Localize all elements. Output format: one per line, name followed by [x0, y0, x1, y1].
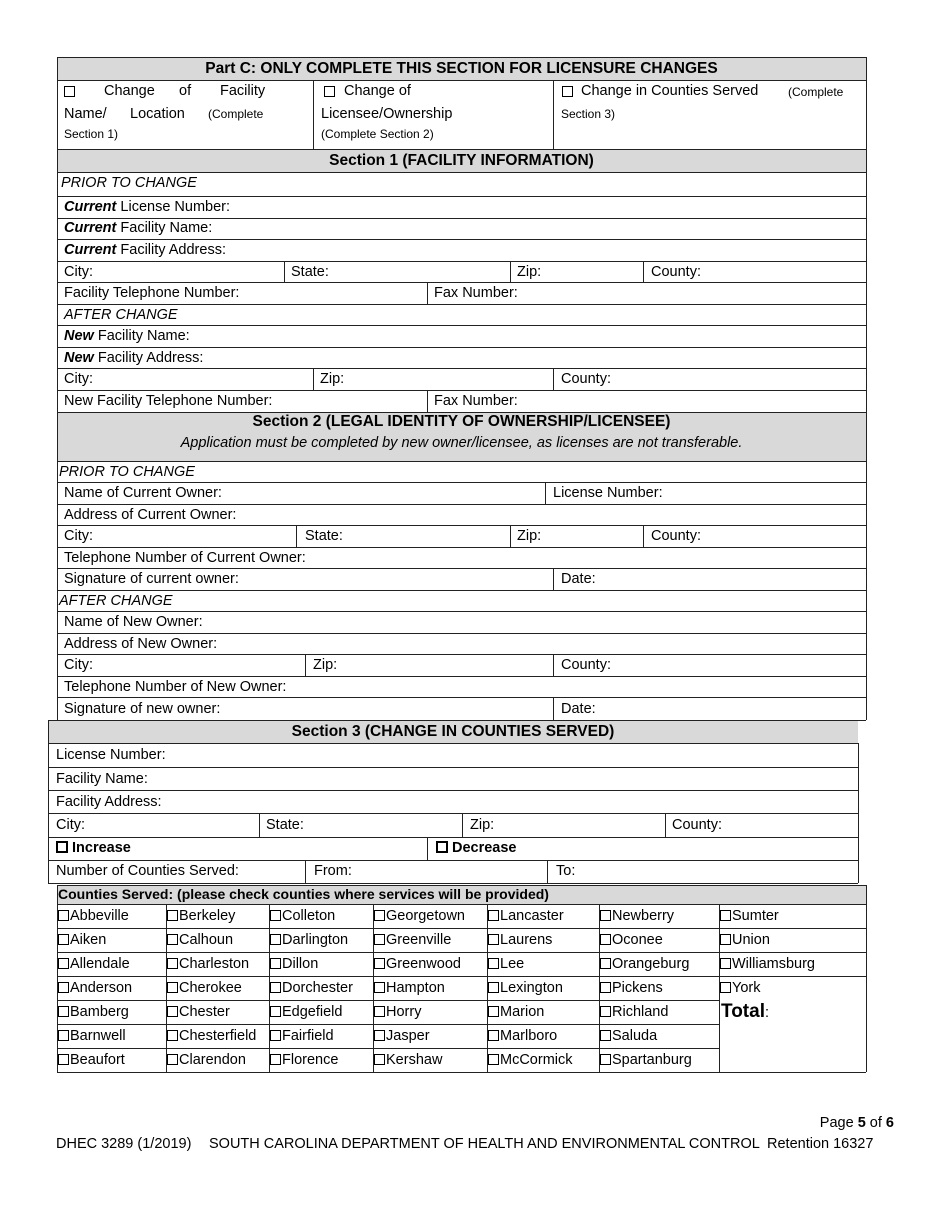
county-field[interactable]: County:: [651, 264, 701, 280]
county-checkbox[interactable]: [270, 1052, 338, 1069]
option1-label-word: Location: [130, 106, 185, 122]
county-checkbox[interactable]: [488, 1028, 557, 1045]
county-label: Marion: [500, 1004, 545, 1020]
county-label: Lexington: [500, 980, 563, 996]
s3-city-field[interactable]: City:: [56, 817, 85, 833]
checkbox-icon: [600, 1030, 611, 1041]
county-checkbox[interactable]: [270, 980, 353, 997]
county-label: Chesterfield: [179, 1028, 257, 1044]
option2-label: Licensee/Ownership: [321, 106, 453, 122]
county-checkbox[interactable]: [374, 932, 451, 949]
county-checkbox[interactable]: [167, 956, 249, 973]
checkbox-icon: [58, 1006, 69, 1017]
checkbox-icon: [58, 1030, 69, 1041]
county-checkbox[interactable]: [374, 1004, 421, 1021]
checkbox-icon: [324, 86, 335, 97]
part-c-title: Part C: ONLY COMPLETE THIS SECTION FOR LICENSURE CHANGES: [205, 60, 718, 77]
change-licensee-checkbox[interactable]: [324, 84, 336, 101]
section2-title: Section 2 (LEGAL IDENTITY OF OWNERSHIP/LICENSEE): [252, 413, 671, 430]
county-checkbox[interactable]: [488, 956, 524, 973]
checkbox-icon: [374, 910, 385, 921]
county-checkbox[interactable]: [270, 956, 318, 973]
checkbox-icon: [167, 910, 178, 921]
s3-zip-field[interactable]: Zip:: [470, 817, 495, 833]
checkbox-icon: [58, 1054, 69, 1065]
county-label: Pickens: [612, 980, 663, 996]
county-label: Lee: [500, 956, 525, 972]
page-number: Page 5 of 6: [819, 1115, 894, 1131]
checkbox-icon: [270, 910, 281, 921]
new-owner-county-field[interactable]: County:: [561, 657, 611, 673]
option1-label-word: Facility: [220, 83, 266, 99]
s3-license-number-field[interactable]: License Number:: [56, 747, 166, 763]
county-label: Newberry: [612, 908, 675, 924]
checkbox-icon: [600, 1054, 611, 1065]
checkbox-icon: [58, 958, 69, 969]
counties-to-field[interactable]: To:: [556, 863, 576, 879]
new-fax-number-field[interactable]: Fax Number:: [434, 393, 518, 409]
county-label: Darlington: [282, 932, 349, 948]
checkbox-icon: [374, 1006, 385, 1017]
county-label: Horry: [386, 1004, 422, 1020]
current-facility-address-field[interactable]: Current Facility Address:: [64, 242, 226, 258]
license-number-field[interactable]: License Number:: [553, 485, 663, 501]
checkbox-icon: [720, 958, 731, 969]
county-checkbox[interactable]: [488, 980, 563, 997]
county-label: Greenville: [386, 932, 452, 948]
county-checkbox[interactable]: [600, 956, 689, 973]
s3-facility-address-field[interactable]: Facility Address:: [56, 794, 162, 810]
county-label: Colleton: [282, 908, 336, 924]
county-checkbox[interactable]: [58, 1052, 125, 1069]
county-label: Berkeley: [179, 908, 236, 924]
checkbox-icon: [488, 1006, 499, 1017]
checkbox-icon: [488, 934, 499, 945]
county-checkbox[interactable]: [600, 1004, 668, 1021]
county-label: Florence: [282, 1052, 339, 1068]
county-checkbox[interactable]: [167, 908, 235, 925]
county-checkbox[interactable]: [374, 1052, 442, 1069]
county-label: Beaufort: [70, 1052, 125, 1068]
county-checkbox[interactable]: [58, 908, 129, 925]
checkbox-icon: [167, 934, 178, 945]
checkbox-icon: [720, 934, 731, 945]
county-label: Dillon: [282, 956, 319, 972]
county-checkbox[interactable]: [58, 1028, 126, 1045]
county-label: Dorchester: [282, 980, 353, 996]
county-label: Kershaw: [386, 1052, 443, 1068]
checkbox-icon: [488, 910, 499, 921]
county-checkbox[interactable]: [270, 1028, 334, 1045]
checkbox-icon: [58, 982, 69, 993]
checkbox-icon: [488, 1030, 499, 1041]
county-label: Georgetown: [386, 908, 465, 924]
new-owner-phone-field[interactable]: Telephone Number of New Owner:: [64, 679, 287, 695]
county-checkbox[interactable]: [58, 932, 106, 949]
checkbox-icon: [167, 958, 178, 969]
county-checkbox[interactable]: [58, 980, 132, 997]
retention-code: Retention 16327: [767, 1136, 874, 1152]
new-owner-name-field[interactable]: Name of New Owner:: [64, 614, 203, 630]
form-id: DHEC 3289 (1/2019): [56, 1136, 192, 1152]
option2-note: (Complete Section 2): [321, 127, 434, 141]
checkbox-icon: [374, 958, 385, 969]
checkbox-icon: [600, 1006, 611, 1017]
option1-label-word: Name/: [64, 106, 107, 122]
checkbox-icon: [167, 1030, 178, 1041]
county-label: McCormick: [500, 1052, 573, 1068]
new-city-field[interactable]: City:: [64, 371, 93, 387]
county-label: Fairfield: [282, 1028, 334, 1044]
county-label: Union: [732, 932, 770, 948]
option3-label: Change in Counties Served: [581, 83, 759, 99]
county-label: Allendale: [70, 956, 130, 972]
county-label: Cherokee: [179, 980, 242, 996]
agency-name: SOUTH CAROLINA DEPARTMENT OF HEALTH AND ENVIRONMENTAL CONTROL: [209, 1136, 760, 1152]
county-checkbox[interactable]: [488, 908, 564, 925]
county-label: Charleston: [179, 956, 250, 972]
checkbox-icon: [374, 934, 385, 945]
county-checkbox[interactable]: [374, 1028, 430, 1045]
checkbox-icon: [64, 86, 75, 97]
current-owner-address-field[interactable]: Address of Current Owner:: [64, 507, 237, 523]
option3-note: Section 3): [561, 107, 616, 121]
option1-label-word: Change: [104, 83, 155, 99]
fax-number-field[interactable]: Fax Number:: [434, 285, 518, 301]
county-label: Richland: [612, 1004, 669, 1020]
checkbox-icon: [488, 958, 499, 969]
new-owner-signature-field[interactable]: Signature of new owner:: [64, 701, 221, 717]
county-checkbox[interactable]: [488, 1052, 573, 1069]
state-field[interactable]: State:: [291, 264, 329, 280]
current-license-number-field[interactable]: Current License Number:: [64, 199, 231, 215]
checkbox-icon: [720, 910, 731, 921]
county-label: Orangeburg: [612, 956, 690, 972]
county-checkbox[interactable]: [167, 1028, 256, 1045]
after-change-label: AFTER CHANGE: [64, 307, 178, 323]
county-label: Chester: [179, 1004, 230, 1020]
county-checkbox[interactable]: [488, 1004, 544, 1021]
new-facility-address-field[interactable]: New Facility Address:: [64, 350, 204, 366]
s3-county-field[interactable]: County:: [672, 817, 722, 833]
change-facility-checkbox[interactable]: [64, 84, 76, 101]
county-checkbox[interactable]: [720, 908, 779, 925]
county-label: York: [732, 980, 761, 996]
checkbox-icon: [167, 1006, 178, 1017]
zip-field[interactable]: Zip:: [517, 264, 542, 280]
number-counties-served-label: Number of Counties Served:: [56, 863, 239, 879]
new-zip-field[interactable]: Zip:: [320, 371, 345, 387]
s3-state-field[interactable]: State:: [266, 817, 304, 833]
county-checkbox[interactable]: [720, 932, 770, 949]
checkbox-icon: [488, 982, 499, 993]
new-facility-telephone-field[interactable]: New Facility Telephone Number:: [64, 393, 273, 409]
owner-city-field[interactable]: City:: [64, 528, 93, 544]
new-facility-name-field[interactable]: New Facility Name:: [64, 328, 190, 344]
county-checkbox[interactable]: [270, 1004, 342, 1021]
section1-title: Section 1 (FACILITY INFORMATION): [329, 152, 594, 169]
checkbox-icon: [270, 934, 281, 945]
owner-county-field[interactable]: County:: [651, 528, 701, 544]
option3-note: (Complete: [788, 85, 844, 99]
new-owner-city-field[interactable]: City:: [64, 657, 93, 673]
increase-checkbox[interactable]: Increase: [56, 840, 131, 857]
checkbox-icon: [270, 982, 281, 993]
checkbox-icon: [58, 910, 69, 921]
checkbox-icon: [374, 982, 385, 993]
county-checkbox[interactable]: [488, 932, 552, 949]
checkbox-icon: [56, 841, 68, 853]
checkbox-icon: [374, 1054, 385, 1065]
county-label: Spartanburg: [612, 1052, 692, 1068]
county-checkbox[interactable]: [600, 908, 674, 925]
county-label: Lancaster: [500, 908, 564, 924]
county-checkbox[interactable]: [374, 956, 461, 973]
after-change-label: AFTER CHANGE: [59, 593, 173, 609]
checkbox-icon: [270, 958, 281, 969]
county-label: Calhoun: [179, 932, 234, 948]
checkbox-icon: [374, 1030, 385, 1041]
option1-note: (Complete: [208, 107, 264, 121]
county-label: Oconee: [612, 932, 663, 948]
checkbox-icon: [270, 1030, 281, 1041]
new-owner-address-field[interactable]: Address of New Owner:: [64, 636, 218, 652]
county-checkbox[interactable]: [167, 1052, 246, 1069]
county-checkbox[interactable]: [374, 980, 445, 997]
county-checkbox[interactable]: [58, 1004, 129, 1021]
checkbox-icon: [720, 982, 731, 993]
county-label: Sumter: [732, 908, 779, 924]
checkbox-icon: [167, 982, 178, 993]
county-label: Barnwell: [70, 1028, 126, 1044]
checkbox-icon: [167, 1054, 178, 1065]
counties-from-field[interactable]: From:: [314, 863, 352, 879]
county-checkbox[interactable]: [374, 908, 465, 925]
county-label: Jasper: [386, 1028, 430, 1044]
current-owner-signature-field[interactable]: Signature of current owner:: [64, 571, 239, 587]
checkbox-icon: [600, 958, 611, 969]
county-checkbox[interactable]: [600, 980, 663, 997]
checkbox-icon: [600, 982, 611, 993]
section2-subtitle: Application must be completed by new owner/licensee, as licenses are not transferable.: [180, 435, 743, 451]
checkbox-icon: [270, 1054, 281, 1065]
s3-facility-name-field[interactable]: Facility Name:: [56, 771, 148, 787]
county-label: Greenwood: [386, 956, 461, 972]
county-checkbox[interactable]: [270, 932, 348, 949]
county-label: Marlboro: [500, 1028, 558, 1044]
new-owner-date-field[interactable]: Date:: [561, 701, 596, 717]
current-facility-name-field[interactable]: Current Facility Name:: [64, 220, 213, 236]
option2-label: Change of: [344, 83, 411, 99]
decrease-checkbox[interactable]: Decrease: [436, 840, 517, 857]
total-label: Total:: [721, 1001, 770, 1022]
checkbox-icon: [58, 934, 69, 945]
change-counties-checkbox[interactable]: [562, 84, 574, 101]
county-checkbox[interactable]: [58, 956, 130, 973]
county-label: Hampton: [386, 980, 445, 996]
county-checkbox[interactable]: [600, 932, 663, 949]
prior-to-change-label: PRIOR TO CHANGE: [59, 464, 195, 480]
current-owner-name-field[interactable]: Name of Current Owner:: [64, 485, 222, 501]
county-label: Bamberg: [70, 1004, 129, 1020]
county-checkbox[interactable]: [167, 932, 233, 949]
checkbox-icon: [270, 1006, 281, 1017]
checkbox-icon: [488, 1054, 499, 1065]
owner-zip-field[interactable]: Zip:: [517, 528, 542, 544]
county-checkbox[interactable]: [600, 1028, 657, 1045]
owner-state-field[interactable]: State:: [305, 528, 343, 544]
current-owner-date-field[interactable]: Date:: [561, 571, 596, 587]
county-label: Anderson: [70, 980, 133, 996]
counties-served-header: Counties Served: (please check counties where services will be provided): [58, 886, 549, 902]
city-field[interactable]: City:: [64, 264, 93, 280]
checkbox-icon: [436, 841, 448, 853]
county-label: Laurens: [500, 932, 553, 948]
county-checkbox[interactable]: [167, 980, 242, 997]
county-label: Clarendon: [179, 1052, 246, 1068]
county-checkbox[interactable]: [600, 1052, 692, 1069]
section3-title: Section 3 (CHANGE IN COUNTIES SERVED): [291, 723, 615, 740]
current-owner-phone-field[interactable]: Telephone Number of Current Owner:: [64, 550, 306, 566]
checkbox-icon: [600, 934, 611, 945]
new-county-field[interactable]: County:: [561, 371, 611, 387]
new-owner-zip-field[interactable]: Zip:: [313, 657, 338, 673]
county-label: Saluda: [612, 1028, 658, 1044]
option1-label-word: of: [179, 83, 192, 99]
county-label: Abbeville: [70, 908, 129, 924]
option1-note: Section 1): [64, 127, 119, 141]
facility-telephone-field[interactable]: Facility Telephone Number:: [64, 285, 240, 301]
county-checkbox[interactable]: [720, 956, 815, 973]
county-label: Aiken: [70, 932, 107, 948]
county-checkbox[interactable]: [270, 908, 335, 925]
county-label: Edgefield: [282, 1004, 343, 1020]
county-checkbox[interactable]: [167, 1004, 230, 1021]
checkbox-icon: [600, 910, 611, 921]
county-checkbox[interactable]: [720, 980, 760, 997]
checkbox-icon: [562, 86, 573, 97]
prior-to-change-label: PRIOR TO CHANGE: [61, 175, 197, 191]
county-label: Williamsburg: [732, 956, 815, 972]
